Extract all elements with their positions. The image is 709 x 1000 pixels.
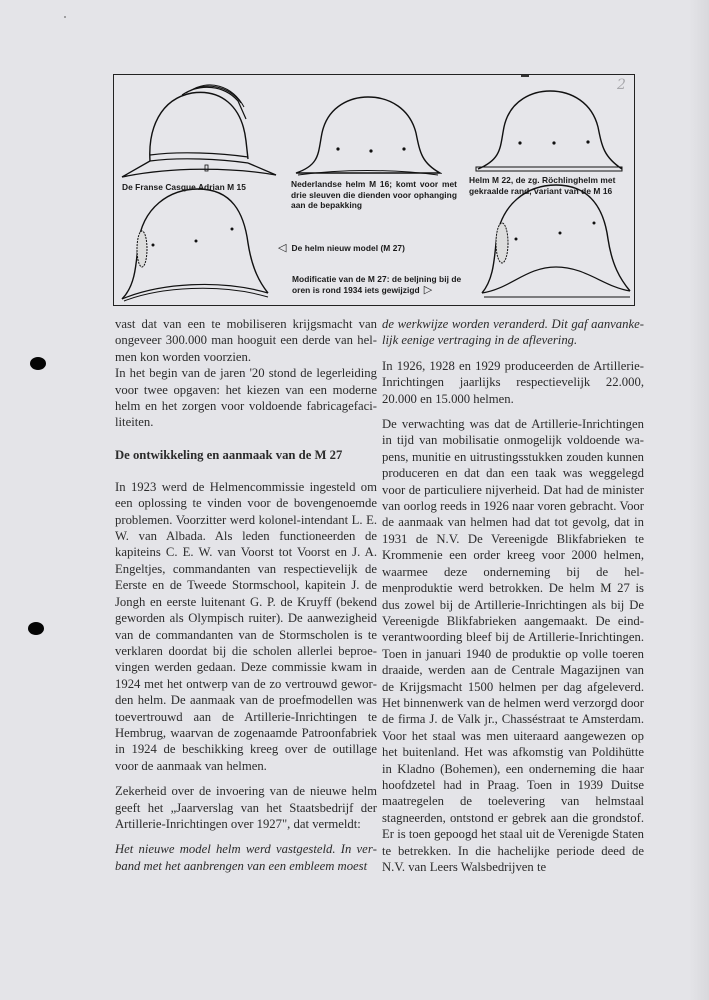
- caption-m27-text: De helm nieuw model (M 27): [291, 243, 405, 253]
- paragraph: In 1923 werd de Helmencommissie ingesteld om een oplossing te vinden voor de bovengenoemde problemen. Voorzitter werd kolonel-intendant L. E. W. van Albada. Als leden functioneerden de kapiteins C. E. W. van Voorst tot Voorst en J. A. Engeltjes, commandanten van respectievelijk de Eerste en de Tweede Stormschool, kapitein J. de Jongh en eerste luitenant G. P. de Kruyff (bekend geworden als Olympisch ruiter). De aanwezigheid van de commandanten van de Stormscholen is te verklaren doordat bij die scholen allerlei beproevingen werden gedaan. Deze commissie kwam in 1924 met het ontwerp van de zo vertrouwd geworden helm. De aanmaak van de proefmodellen was toevertrouwd aan de Artillerie-Inrichtingen te Hembrug, waarvan de zogenaamde Patroonfabriek in 1924 de beschikking kreeg over de outillage voor de aanmaak van helmen.: [115, 479, 377, 773]
- paragraph: De verwachting was dat de Artillerie-Inrichtingen in tijd van mobilisatie onmogelijk voldoende wapens, munitie en uitrustingsstukken zouden kunnen produceren en dat dan een taak was weggelegd voor de particuliere nijverheid. Dat had de minister van oorlog reeds in 1926 naar voren gebracht. Voor de aanmaak van helmen had dat tot gevolg, dat in 1931 de N.V. De Vereenigde Blikfabrieken te Krommenie een order kreeg voor 2000 helmen, waarmee deze onderneming bij de helmenproduktie werd betrokken. De helm M 27 is dus zowel bij de Artillerie-Inrichtingen als bij De Vereenigde Blikfabrieken aangemaakt. De eindverantwoording bleef bij de Artillerie-Inrichtingen. Toen in januari 1940 de produktie op volle toeren draaide, werden aan de Centrale Magazijnen van de Krijgsmacht 1500 helmen per dag afgeleverd. Het binnenwerk van de helmen werd verzorgd door de firma J. de Valk jr., Chasséstraat te Amsterdam. Voor het staal was men uiteraard aangewezen op het buitenland. Het was afkomstig van Poldihütte in Kladno (Bohemen), een onderneming die haar hoofdzetel had in Praag. Toen in 1939 Duitse maatregelen de toelevering van helmstaal stagneerden, ontstond er gebrek aan die grondstof. Er is toen gepoogd het staal uit de Verenigde Staten te betrekken. In die hachelijke periode deed de N.V. van Leers Walsbedrijven te: [382, 417, 644, 874]
- page-edge-shadow: [689, 0, 709, 1000]
- arrow-left-icon: ◁: [278, 242, 287, 254]
- scan-speck: [64, 16, 66, 18]
- scan-mark: [521, 75, 529, 77]
- helmet-figure: [113, 74, 635, 306]
- quote-paragraph: de werkwijze worden veranderd. Dit gaf aanvankelijk eenige vertraging in de aflevering.: [382, 317, 644, 348]
- punch-hole-bottom: [28, 622, 44, 635]
- paragraph: In het begin van de jaren '20 stond de legerleiding voor twee opgaven: het kiezen van een moderne helm en het zorgen voor voldoende fabricagefaciliteiten.: [115, 366, 377, 430]
- m27-modified-helmet-illustration: [480, 179, 632, 301]
- m27-helmet-illustration: [120, 183, 270, 303]
- paragraph: Zekerheid over de invoering van de nieuwe helm geeft het „Jaarverslag van het Staatsbedrijf der Artillerie-Inrichtingen over 1927", dat vermeldt:: [115, 784, 377, 831]
- right-column: [382, 316, 644, 884]
- quote-paragraph: Het nieuwe model helm werd vastgesteld. In verband met het aanbrengen van een embleem moest: [115, 842, 377, 873]
- m22-helmet-illustration: [474, 85, 624, 173]
- caption-m22: Helm M 22, de zg. Röchlinghelm met gekraalde rand, variant van de M 16: [469, 175, 616, 196]
- caption-m27-mod-text: Modificatie van de M 27: de beljning bij de oren is rond 1934 iets gewijzigd: [292, 274, 462, 295]
- caption-m15: De Franse Casque Adrian M 15: [122, 182, 246, 192]
- m16-helmet-illustration: [292, 93, 442, 177]
- caption-m16: Nederlandse helm M 16; komt voor met drie sleuven die dienden voor ophanging aan de bepakking: [291, 179, 457, 210]
- adrian-helmet-illustration: [120, 79, 280, 179]
- caption-m27-modification: [292, 274, 468, 295]
- left-column: [115, 316, 377, 883]
- caption-m27: [278, 243, 405, 254]
- paragraph: vast dat van een te mobiliseren krijgsmacht van ongeveer 300.000 man hooguit een derde van helmen kon worden voorzien.: [115, 317, 377, 364]
- punch-hole-top: [30, 357, 46, 370]
- paragraph: In 1926, 1928 en 1929 produceerden de Artillerie-Inrichtingen jaarlijks respectievelijk 22.000, 20.000 en 15.000 helmen.: [382, 358, 644, 406]
- handwritten-page-number: 2: [617, 77, 626, 93]
- section-heading: De ontwikkeling en aanmaak van de M 27: [115, 447, 343, 462]
- arrow-right-icon: ▷: [423, 283, 433, 296]
